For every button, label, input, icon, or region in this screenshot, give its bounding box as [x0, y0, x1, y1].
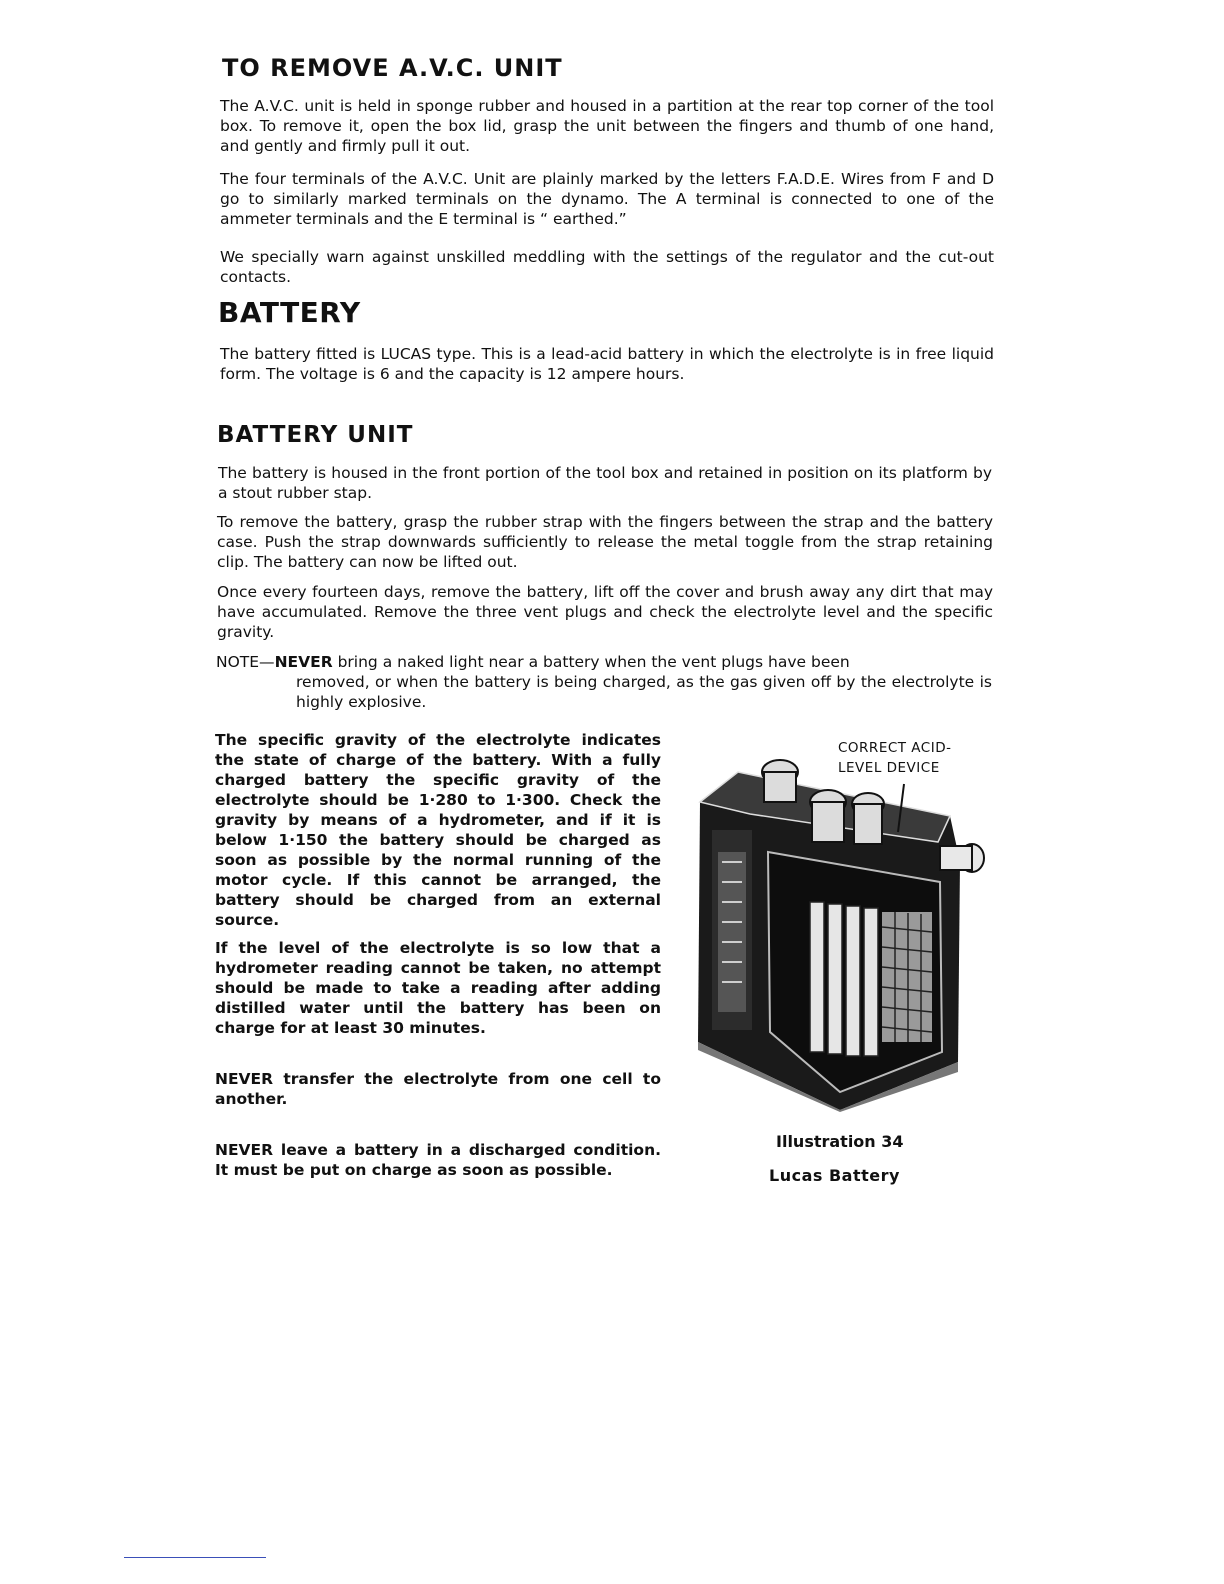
note-line-1: bring a naked light near a battery when the vent plugs have been	[332, 653, 850, 671]
never-transfer-paragraph	[215, 1069, 661, 1109]
never-transfer-text: transfer the electrolyte from one cell to another.	[215, 1070, 661, 1108]
battery-unit-paragraph-2: To remove the battery, grasp the rubber strap with the fingers between the strap and the battery case. Push the strap downwards sufficiently to release the metal toggle from the strap retaining clip. The battery can now be lifted out.	[217, 513, 993, 571]
figure-caption-title: Lucas Battery	[769, 1166, 900, 1185]
gravity-paragraph: The specific gravity of the electrolyte indicates the state of charge of the battery. With a fully charged battery the specific gravity of the electrolyte should be 1·280 to 1·300. Check the gravity by means of a hydrometer, and if it is below 1·150 the battery should be charged as soon as possible by the normal running of the motor cycle. If this cannot be arranged, the battery should be charged from an external source.	[215, 731, 661, 929]
figure-label-line-2: LEVEL DEVICE	[838, 760, 940, 776]
footer-rule	[124, 1557, 266, 1558]
note-never: NEVER	[274, 653, 333, 671]
note-line-2: removed, or when the battery is being charged, as the gas given off by the electrolyte is highly explosive.	[296, 673, 992, 711]
avc-paragraph-2: The four terminals of the A.V.C. Unit are plainly marked by the letters F.A.D.E. Wires from F and D go to similarly marked terminals on the dynamo. The A terminal is connected to one of the ammeter terminals and the E terminal is “ earthed.”	[220, 170, 994, 228]
battery-heading: BATTERY	[218, 296, 361, 329]
avc-paragraph-1: The A.V.C. unit is held in sponge rubber and housed in a partition at the rear top corner of the tool box. To remove it, open the box lid, grasp the unit between the fingers and thumb of one hand, and gently and firmly pull it out.	[220, 97, 994, 155]
battery-illustration	[690, 732, 990, 1112]
battery-unit-paragraph-3: Once every fourteen days, remove the battery, lift off the cover and brush away any dirt that may have accumulated. Remove the three vent plugs and check the electrolyte level and the specific gravity.	[217, 583, 993, 641]
figure-label-line-1: CORRECT ACID-	[838, 740, 952, 756]
safety-note	[216, 652, 992, 712]
figure-caption-number: Illustration 34	[776, 1132, 904, 1151]
battery-paragraph: The battery fitted is LUCAS type. This is a lead-acid battery in which the electrolyte is in free liquid form. The voltage is 6 and the capacity is 12 ampere hours.	[220, 345, 994, 383]
battery-unit-paragraph-1: The battery is housed in the front portion of the tool box and retained in position on its platform by a stout rubber stap.	[218, 464, 992, 502]
avc-heading: TO REMOVE A.V.C. UNIT	[222, 54, 563, 82]
battery-unit-heading: BATTERY UNIT	[217, 422, 414, 448]
avc-paragraph-3: We specially warn against unskilled meddling with the settings of the regulator and the cut-out contacts.	[220, 248, 994, 286]
never-word: NEVER	[215, 1141, 274, 1159]
note-prefix: NOTE—	[216, 653, 275, 671]
never-word: NEVER	[215, 1070, 274, 1088]
terminal-post	[940, 844, 984, 872]
level-paragraph: If the level of the electrolyte is so low that a hydrometer reading cannot be taken, no attempt should be made to take a reading after adding distilled water until the battery has been on charge for at least 30 minutes.	[215, 939, 661, 1037]
never-discharge-paragraph	[215, 1140, 661, 1180]
never-discharge-text: leave a battery in a discharged condition. It must be put on charge as soon as possible.	[215, 1141, 661, 1179]
